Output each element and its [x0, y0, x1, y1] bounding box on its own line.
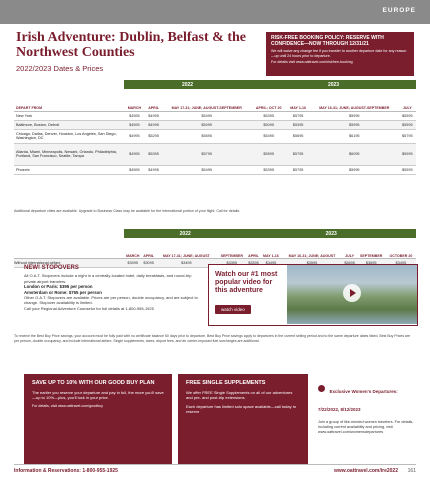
price-cell: $5695 — [162, 129, 251, 143]
price-cell: $4595 — [124, 165, 145, 174]
column-header: MAY 17-31; JUNE; AUGUST-SEPTEMBER — [162, 89, 251, 111]
price-cell: $3095 — [124, 258, 142, 267]
price-cell: $5495 — [251, 129, 286, 143]
womens-departures-body: Join a group of like-minded women travelers. For details, including current availability and pricing, visit www.oattravel.com/womensdepartures — [318, 420, 414, 434]
play-icon[interactable] — [343, 284, 361, 302]
price-cell: $5995 — [310, 111, 399, 120]
table-row — [14, 165, 416, 174]
price-cell: $4595 — [124, 120, 145, 129]
price-cell: $5295 — [145, 129, 163, 143]
single-supplement-box — [178, 374, 308, 464]
column-header: MARCH — [124, 89, 145, 111]
good-buy-plan-box — [24, 374, 172, 464]
price-cell: $5595 — [399, 111, 416, 120]
departure-city: Baltimore, Boston, Detroit — [14, 120, 124, 129]
price-cell: $3095 — [142, 258, 156, 267]
single-supplement-body: We offer FREE Single Supplements on all of our adventures and pre- and post-trip extensions. — [186, 390, 293, 400]
price-cell: $5795 — [162, 143, 251, 165]
good-buy-link[interactable]: For details, visit www.oattravel.com/goodbuy — [32, 403, 103, 408]
page-title: Irish Adventure: Dublin, Belfast & the Northwest Counties — [16, 30, 246, 60]
price-cell: $3395 — [246, 258, 260, 267]
price-cell: $4995 — [124, 143, 145, 165]
price-cell: $5695 — [286, 129, 310, 143]
price-cell: $5995 — [310, 120, 399, 129]
watch-video-button[interactable]: watch video — [215, 305, 251, 314]
promo-body: We will waive any change fee if you transfer to another departure date for any reason—up until 24 hours prior to departure. — [271, 49, 407, 58]
departure-city: New York — [14, 111, 124, 120]
year-header-2023: 2023 — [251, 80, 416, 89]
stopovers-intro: All O.A.T. Stopovers include a night in a centrally-located hotel, daily breakfasts, and round-trip private airport transfers. — [24, 273, 192, 284]
section-header-bar — [0, 0, 430, 24]
price-cell: $6095 — [310, 143, 399, 165]
price-table-note: Additional departure cities are available. Upgrade to Business Class may be available for the international portion of your flight. Call for details. — [14, 209, 241, 213]
price-cell: $5395 — [145, 143, 163, 165]
year-header-2022: 2022 — [124, 80, 251, 89]
price-cell: $6195 — [310, 129, 399, 143]
column-header: SEPTEMBER — [217, 238, 246, 258]
price-cell: $3695 — [357, 258, 386, 267]
column-header: DEPART FROM — [14, 89, 124, 111]
price-cell: $5595 — [399, 165, 416, 174]
price-cell: $4995 — [145, 120, 163, 129]
land-only-label: Without international airfare — [14, 258, 124, 267]
column-header: APRIL; OCT 20 — [251, 89, 286, 111]
price-cell: $5395 — [251, 165, 286, 174]
price-cell: $5495 — [162, 111, 251, 120]
page-subtitle: 2022/2023 Dates & Prices — [16, 64, 104, 73]
departure-city: Phoenix — [14, 165, 124, 174]
land-table-year-row — [14, 229, 416, 238]
column-header: APRIL — [145, 89, 163, 111]
section-label: EUROPE — [382, 7, 416, 14]
price-cell: $5395 — [251, 111, 286, 120]
page-number: 161 — [407, 468, 416, 474]
women-symbol-icon — [318, 385, 325, 392]
land-only-price-table — [14, 229, 416, 268]
stopover-amsterdam-rome: Amsterdam or Rome: $755 per person — [24, 289, 102, 295]
price-cell: $3695 — [343, 258, 357, 267]
page-footer — [14, 464, 416, 476]
column-header: MAY 17-31; JUNE; AUGUST — [156, 238, 217, 258]
column-header: JULY — [399, 89, 416, 111]
price-cell: $4995 — [124, 129, 145, 143]
price-cell: $5795 — [286, 111, 310, 120]
price-table — [14, 80, 416, 175]
promo-details-link[interactable]: For details visit www.oattravel.com/riskfree-booking — [271, 60, 353, 64]
video-promo-box — [208, 264, 418, 326]
pricing-disclaimer: To receive the Best Buy Price savings, your account must be fully paid with no certificate balance 60 days prior to departure. Best Buy Price savings apply to departures in the current selling period and to the same departure dates listed. Best Buy Prices are per person, double occupancy, and include international airfare. Single supplements, taxes, airport fees, and air carrier-imposed fuel surcharges are additional. — [14, 334, 411, 343]
risk-free-promo-box — [266, 32, 414, 76]
column-header: APRIL — [142, 238, 156, 258]
price-table-header-row — [14, 89, 416, 111]
column-header: APRIL — [246, 238, 260, 258]
table-row — [14, 111, 416, 120]
price-cell: $5095 — [162, 120, 251, 129]
trip-url[interactable]: www.oattravel.com/ire2022 — [333, 468, 398, 474]
price-cell: $5095 — [251, 120, 286, 129]
reservations-phone: Information & Reservations: 1-800-955-1925 — [14, 468, 118, 474]
video-title: Watch our #1 most popular video for this adventure — [215, 271, 278, 294]
price-cell: $3595 — [281, 258, 342, 267]
price-cell: $5595 — [251, 143, 286, 165]
good-buy-heading: SAVE UP TO 10% WITH OUR GOOD BUY PLAN — [32, 380, 155, 386]
price-cell: $5395 — [286, 120, 310, 129]
land-table-header-row — [14, 238, 416, 258]
price-cell: $5795 — [286, 165, 310, 174]
price-cell: $5995 — [399, 143, 416, 165]
price-cell: $3395 — [217, 258, 246, 267]
womens-departures-heading: Exclusive Women's Departures: 7/22/2022, 8/12/2023 — [318, 389, 398, 412]
table-row — [14, 129, 416, 143]
stopovers-call: Call your Regional Adventure Counselor for full details at 1-800-955-1925 — [24, 305, 154, 311]
stopovers-body: Other O.A.T. Stopovers are available. Prices are per person, double occupancy, and are subject to change. Stopover availability is limited. — [24, 295, 198, 306]
price-cell: $4995 — [145, 165, 163, 174]
column-header: MAY 16-31; JUNE; AUGUST — [281, 238, 342, 258]
good-buy-body: The earlier you reserve your departure and pay in full, the more you'll save—up to 10%—plus, you'll lock in your price. — [32, 389, 164, 400]
price-cell: $5995 — [310, 165, 399, 174]
stopovers-section — [24, 266, 204, 311]
column-header: MAY 1-16 — [286, 89, 310, 111]
column-header: MARCH — [124, 238, 142, 258]
price-cell: $5495 — [162, 165, 251, 174]
price-cell: $5795 — [286, 143, 310, 165]
price-cell: $5795 — [399, 129, 416, 143]
price-cell: $4595 — [124, 111, 145, 120]
column-header: MAY 1-16 — [261, 238, 282, 258]
table-row — [14, 120, 416, 129]
promo-heading: RISK-FREE BOOKING POLICY: RESERVE WITH CONFIDENCE—NOW THROUGH 12/31/21 — [271, 35, 384, 47]
column-header: SEPTEMBER — [357, 238, 386, 258]
stopovers-heading: NEW! STOPOVERS — [24, 265, 79, 271]
price-cell: $4995 — [145, 111, 163, 120]
price-table-year-row — [14, 80, 416, 89]
column-header: JULY — [343, 238, 357, 258]
year-header-2022: 2022 — [124, 229, 246, 238]
column-header: OCTOBER 20 — [386, 238, 416, 258]
single-supplement-heading: FREE SINGLE SUPPLEMENTS — [186, 380, 266, 386]
price-cell: $3495 — [156, 258, 217, 267]
table-row — [14, 143, 416, 165]
price-cell: $3495 — [386, 258, 416, 267]
womens-departures-box — [314, 374, 420, 464]
stopover-london-paris: London or Paris: $395 per person — [24, 284, 93, 290]
departure-city: Chicago, Dallas, Denver, Houston, Los Angeles, San Diego, Washington, DC — [14, 129, 124, 143]
column-header: MAY 16-31; JUNE; AUGUST-SEPTEMBER — [310, 89, 399, 111]
price-cell: $3495 — [261, 258, 282, 267]
year-header-2023: 2023 — [246, 229, 416, 238]
departure-city: Atlanta, Miami, Minneapolis, Newark, Orlando, Philadelphia, Portland, San Francisco, Seattle, Tampa — [14, 143, 124, 165]
price-cell: $5595 — [399, 120, 416, 129]
single-supplement-note: Each departure has limited solo space available—call today to reserve — [186, 404, 297, 414]
